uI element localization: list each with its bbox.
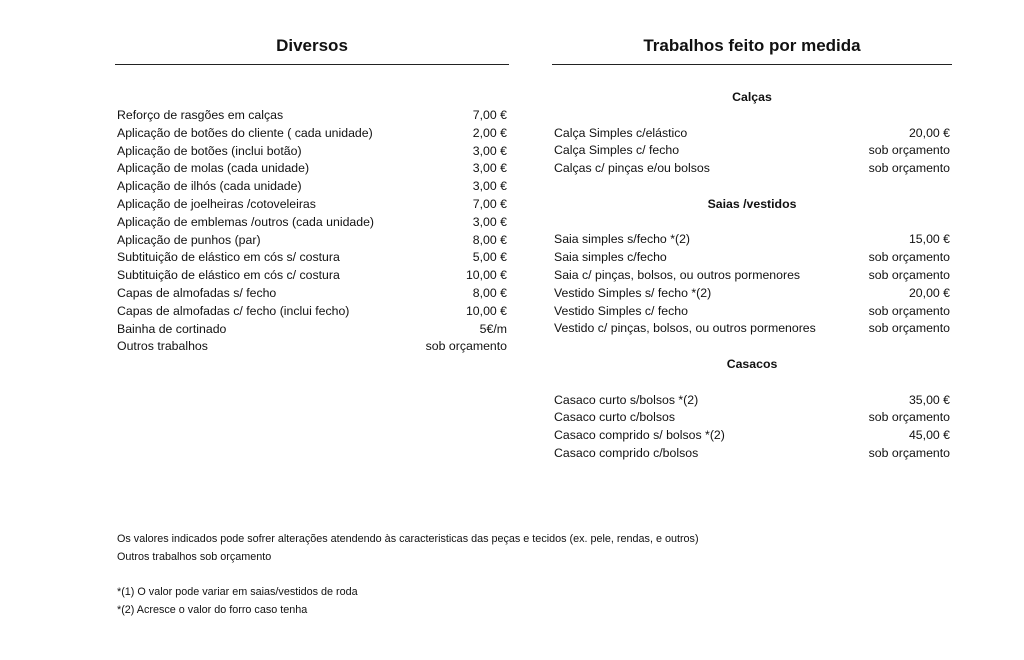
item-price: 2,00 € [472, 125, 507, 140]
item-label: Vestido Simples s/ fecho *(2) [554, 285, 712, 300]
item-price: 3,00 € [472, 214, 507, 229]
item-label: Aplicação de ilhós (cada unidade) [117, 179, 302, 194]
price-row [552, 320, 952, 338]
price-row [115, 107, 509, 125]
item-price: 45,00 € [908, 428, 950, 443]
item-label: Capas de almofadas s/ fecho [117, 285, 277, 300]
section-title-calcas: Calças [732, 90, 772, 104]
price-row [115, 249, 509, 267]
note-other-works: Outros trabalhos sob orçamento [117, 550, 272, 563]
item-label: Casaco curto c/bolsos [554, 410, 675, 425]
item-label: Casaco comprido s/ bolsos *(2) [554, 428, 725, 443]
price-row [115, 160, 509, 178]
item-label: Bainha de cortinado [117, 321, 227, 336]
diversos-column [115, 36, 509, 356]
price-row [552, 249, 952, 267]
item-label: Aplicação de emblemas /outros (cada unidade) [117, 214, 375, 229]
item-label: Calça Simples c/ fecho [554, 143, 680, 158]
price-row [552, 125, 952, 143]
item-price: 5,00 € [472, 250, 507, 265]
item-label: Aplicação de punhos (par) [117, 232, 261, 247]
item-label: Vestido Simples c/ fecho [554, 303, 688, 318]
price-row [552, 303, 952, 321]
price-row [552, 231, 952, 249]
item-price: 3,00 € [472, 143, 507, 158]
price-row [115, 196, 509, 214]
price-row [115, 321, 509, 339]
item-label: Aplicação de joelheiras /cotoveleiras [117, 196, 316, 211]
item-price: 8,00 € [472, 285, 507, 300]
item-label: Saia simples s/fecho *(2) [554, 232, 691, 247]
item-price: 20,00 € [908, 285, 950, 300]
price-row [115, 125, 509, 143]
medida-title: Trabalhos feito por medida [552, 36, 952, 65]
item-label: Aplicação de molas (cada unidade) [117, 161, 310, 176]
item-label: Aplicação de botões (inclui botão) [117, 143, 302, 158]
price-row [552, 409, 952, 427]
item-label: Subtituição de elástico em cós s/ costura [117, 250, 340, 265]
price-row [552, 142, 952, 160]
item-price: 7,00 € [472, 108, 507, 122]
diversos-list [115, 107, 509, 356]
item-price: sob orçamento [868, 143, 950, 158]
item-price: 10,00 € [465, 303, 507, 318]
footnote-1: *(1) O valor pode variar em saias/vestidos de roda [117, 586, 358, 599]
price-row [115, 232, 509, 250]
item-label: Casaco curto s/bolsos *(2) [554, 392, 699, 407]
price-row [115, 285, 509, 303]
price-row [552, 285, 952, 303]
diversos-title: Diversos [115, 36, 509, 65]
price-row [115, 338, 509, 356]
item-label: Saia simples c/fecho [554, 250, 667, 265]
item-label: Reforço de rasgões em calças [117, 108, 284, 122]
price-row [115, 303, 509, 321]
item-label: Vestido c/ pinças, bolsos, ou outros pormenores [554, 321, 816, 336]
item-price: sob orçamento [868, 410, 950, 425]
price-row [115, 267, 509, 285]
note-price-changes: Os valores indicados pode sofrer alterações atendendo às caracteristicas das peças e tecidos (ex. pele, rendas, e outros) [117, 533, 699, 545]
item-price: 10,00 € [465, 268, 507, 283]
item-price: sob orçamento [868, 445, 950, 460]
item-price: 15,00 € [908, 232, 950, 247]
item-price: 7,00 € [472, 196, 507, 211]
section-title-casacos: Casacos [726, 356, 778, 371]
item-price: 5€/m [479, 321, 507, 336]
item-label: Saia c/ pinças, bolsos, ou outros pormenores [554, 267, 801, 282]
item-price: sob orçamento [868, 161, 950, 176]
item-price: sob orçamento [425, 339, 507, 354]
price-row [552, 267, 952, 285]
item-label: Outros trabalhos [117, 339, 208, 354]
item-price: 20,00 € [908, 125, 950, 140]
item-label: Capas de almofadas c/ fecho (inclui fecho) [117, 303, 350, 318]
section-title-saias: Saias /vestidos [707, 196, 797, 211]
notes-section [117, 531, 937, 620]
price-row [115, 214, 509, 232]
item-label: Subtituição de elástico em cós c/ costura [117, 268, 340, 283]
item-label: Calças c/ pinças e/ou bolsos [554, 161, 710, 176]
price-row [552, 445, 952, 463]
item-price: 3,00 € [472, 161, 507, 176]
item-label: Casaco comprido c/bolsos [554, 445, 699, 460]
item-label: Calça Simples c/elástico [554, 125, 688, 140]
item-price: sob orçamento [868, 267, 950, 282]
price-row [115, 143, 509, 161]
item-price: 8,00 € [472, 232, 507, 247]
item-price: 3,00 € [472, 179, 507, 194]
item-price: sob orçamento [868, 250, 950, 265]
medida-list [552, 89, 952, 463]
price-row [552, 427, 952, 445]
item-price: sob orçamento [868, 303, 950, 318]
item-label: Aplicação de botões do cliente ( cada unidade) [117, 125, 373, 140]
price-row [552, 160, 952, 178]
price-row [115, 178, 509, 196]
footnote-2: *(2) Acresce o valor do forro caso tenha [117, 604, 308, 617]
item-price: 35,00 € [908, 392, 950, 407]
medida-column [552, 36, 952, 463]
price-row [552, 392, 952, 410]
item-price: sob orçamento [868, 321, 950, 336]
